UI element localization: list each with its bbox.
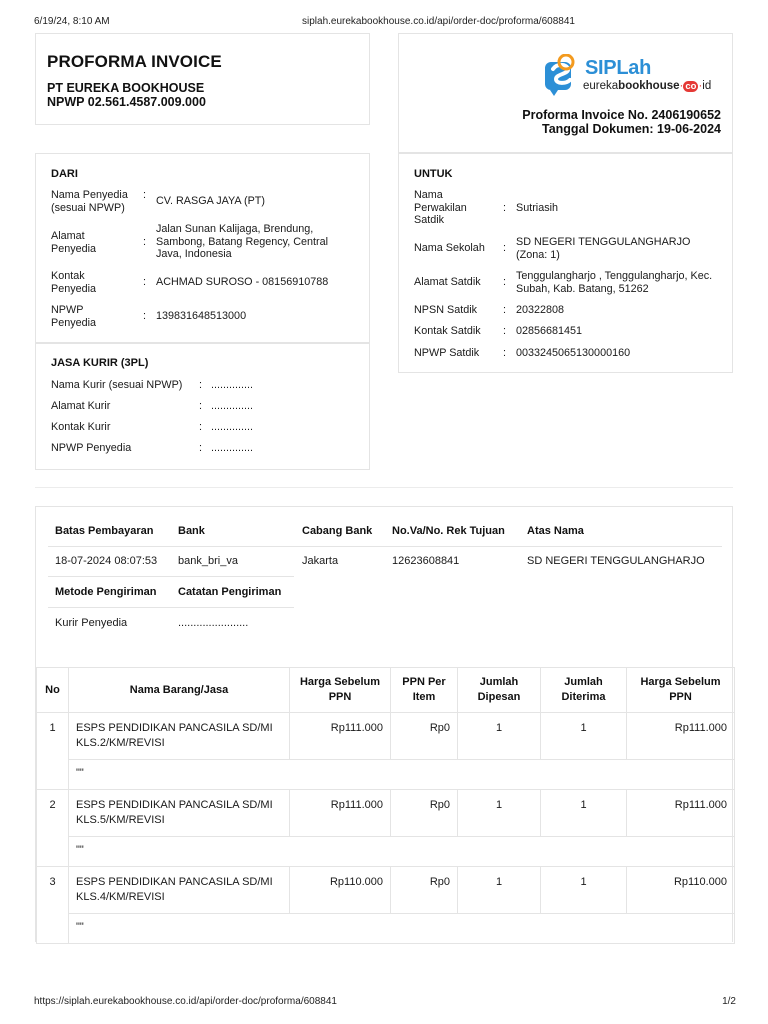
col-header-ordered: Jumlah Dipesan [458,668,541,713]
payment-bank-value: bank_bri_va [178,555,238,567]
sender-card [35,153,370,343]
courier-address-value: .............. [211,400,253,412]
col-header-no: No [37,668,69,713]
col-header-total: Harga Sebelum PPN [627,668,735,713]
logo-domain-bold: bookhouse [618,80,680,92]
item-total: Rp111.000 [627,713,735,760]
payment-account-name-value: SD NEGERI TENGGULANGHARJO [527,555,705,567]
colon: : [199,379,202,391]
item-total: Rp111.000 [627,790,735,837]
print-header [34,16,736,30]
items-table [36,667,735,944]
item-price: Rp111.000 [290,790,391,837]
colon: : [199,442,202,454]
col-header-received: Jumlah Diterima [541,668,627,713]
payment-header-branch: Cabang Bank [302,525,373,537]
seller-company [47,81,369,109]
seller-npwp: NPWP 02.561.4587.009.000 [47,95,206,109]
courier-npwp-value: .............. [211,442,253,454]
print-footer [34,996,736,1010]
col-header-ppn: PPN Per Item [391,668,458,713]
print-datetime: 6/19/24, 8:10 AM [34,16,110,27]
item-name: ESPS PENDIDIKAN PANCASILA SD/MI KLS.5/KM/REVISI [69,790,290,837]
courier-name-value: .............. [211,379,253,391]
sender-address-value: Jalan Sunan Kalijaga, Brendung, Sambong, Batang Regency, Central Java, Indonesia [156,223,329,260]
item-ordered: 1 [458,790,541,837]
recipient-card [398,153,733,373]
payment-deadline-value: 18-07-2024 08:07:53 [55,555,158,567]
courier-name-label: Nama Kurir (sesuai NPWP) [51,379,183,391]
item-received: 1 [541,867,627,914]
colon: : [143,310,146,322]
shipping-notes-header: Catatan Pengiriman [178,586,282,598]
payment-header-account: No.Va/No. Rek Tujuan [392,525,505,537]
item-no: 2 [37,790,69,867]
recipient-address-label: Alamat Satdik [414,276,481,288]
page-number: 1/2 [722,996,736,1007]
logo-domain-part: eureka [583,80,619,92]
seller-company-name: PT EUREKA BOOKHOUSE [47,81,205,95]
logo-siplah-text: SIPLah [585,57,651,79]
print-footer-url: https://siplah.eurekabookhouse.co.id/api/order-doc/proforma/608841 [34,996,337,1007]
payment-header-bank: Bank [178,525,205,537]
table-row-note [37,837,735,867]
payment-row-divider [48,607,294,608]
item-price: Rp110.000 [290,867,391,914]
recipient-contact-value: 02856681451 [516,325,583,337]
item-ppn: Rp0 [391,867,458,914]
table-row [37,867,735,914]
item-name: ESPS PENDIDIKAN PANCASILA SD/MI KLS.4/KM/REVISI [69,867,290,914]
order-details-panel [35,506,733,942]
colon: : [503,304,506,316]
document-date: Tanggal Dokumen: 19-06-2024 [542,122,721,136]
colon: : [199,421,202,433]
shipping-notes-value: ....................... [178,617,249,629]
col-header-price: Harga Sebelum PPN [290,668,391,713]
item-no: 3 [37,867,69,944]
invoice-meta [522,108,721,136]
item-no: 1 [37,713,69,790]
recipient-school-value: SD NEGERI TENGGULANGHARJO (Zona: 1) [516,236,691,261]
colon: : [503,242,506,254]
table-row [37,713,735,760]
item-received: 1 [541,713,627,760]
item-note: "" [69,760,735,790]
page-title: PROFORMA INVOICE [47,52,222,71]
colon: : [503,276,506,288]
logo-id-text: id [702,80,712,92]
recipient-npwp-label: NPWP Satdik [414,347,480,359]
item-note: "" [69,914,735,944]
logo-domain-text: eurekabookhouse· co ·id [583,80,712,92]
recipient-contact-label: Kontak Satdik [414,325,481,337]
siplah-logo-mark-icon [544,54,580,98]
payment-row-divider [48,576,294,577]
recipient-npsn-label: NPSN Satdik [414,304,478,316]
item-ordered: 1 [458,867,541,914]
invoice-title-card [35,33,370,125]
sender-npwp-label: NPWP Penyedia [51,304,97,329]
recipient-address-value: Tenggulangharjo , Tenggulangharjo, Kec. Subah, Kab. Batang, 51262 [516,270,713,295]
colon: : [143,236,146,248]
recipient-title: UNTUK [414,168,453,180]
recipient-rep-label: Nama Perwakilan Satdik [414,189,467,226]
colon: : [503,325,506,337]
colon: : [503,347,506,359]
recipient-school-label: Nama Sekolah [414,242,485,254]
courier-contact-label: Kontak Kurir [51,421,111,433]
print-header-url: siplah.eurekabookhouse.co.id/api/order-doc/proforma/608841 [302,16,575,27]
items-header-row [37,668,735,713]
recipient-npsn-value: 20322808 [516,304,565,316]
item-total: Rp110.000 [627,867,735,914]
courier-contact-value: .............. [211,421,253,433]
payment-header-account-name: Atas Nama [527,525,584,537]
courier-card [35,343,370,470]
recipient-rep-value: Sutriasih [516,202,559,214]
table-row-note [37,760,735,790]
table-row-note [37,914,735,944]
payment-branch-value: Jakarta [302,555,339,567]
sender-title: DARI [51,168,78,180]
section-divider [35,487,733,488]
payment-header-deadline: Batas Pembayaran [55,525,154,537]
siplah-logo [544,54,724,100]
item-price: Rp111.000 [290,713,391,760]
logo-card [398,33,733,153]
sender-contact-value: ACHMAD SUROSO - 08156910788 [156,276,329,288]
payment-account-value: 12623608841 [392,555,460,567]
shipping-method-value: Kurir Penyedia [55,617,128,629]
table-row [37,790,735,837]
col-header-item-name: Nama Barang/Jasa [69,668,290,713]
colon: : [143,189,146,201]
item-ppn: Rp0 [391,790,458,837]
invoice-number: Proforma Invoice No. 2406190652 [522,108,721,122]
colon: : [199,400,202,412]
colon: : [503,202,506,214]
item-name: ESPS PENDIDIKAN PANCASILA SD/MI KLS.2/KM/REVISI [69,713,290,760]
payment-row-divider [48,546,722,547]
sender-address-label: Alamat Penyedia [51,230,97,255]
item-ordered: 1 [458,713,541,760]
colon: : [143,276,146,288]
courier-npwp-label: NPWP Penyedia [51,442,132,454]
courier-address-label: Alamat Kurir [51,400,111,412]
shipping-method-header: Metode Pengiriman [55,586,157,598]
sender-name-value: CV. RASGA JAYA (PT) [156,195,266,207]
sender-contact-label: Kontak Penyedia [51,270,97,295]
recipient-npwp-value: 0033245065130000160 [516,347,631,359]
sender-name-label: Nama Penyedia (sesuai NPWP) [51,189,128,214]
items-section [36,667,734,944]
item-ppn: Rp0 [391,713,458,760]
courier-title: JASA KURIR (3PL) [51,357,149,369]
sender-npwp-value: 139831648513000 [156,310,247,322]
logo-co-badge: co [685,81,697,92]
item-received: 1 [541,790,627,837]
item-note: "" [69,837,735,867]
